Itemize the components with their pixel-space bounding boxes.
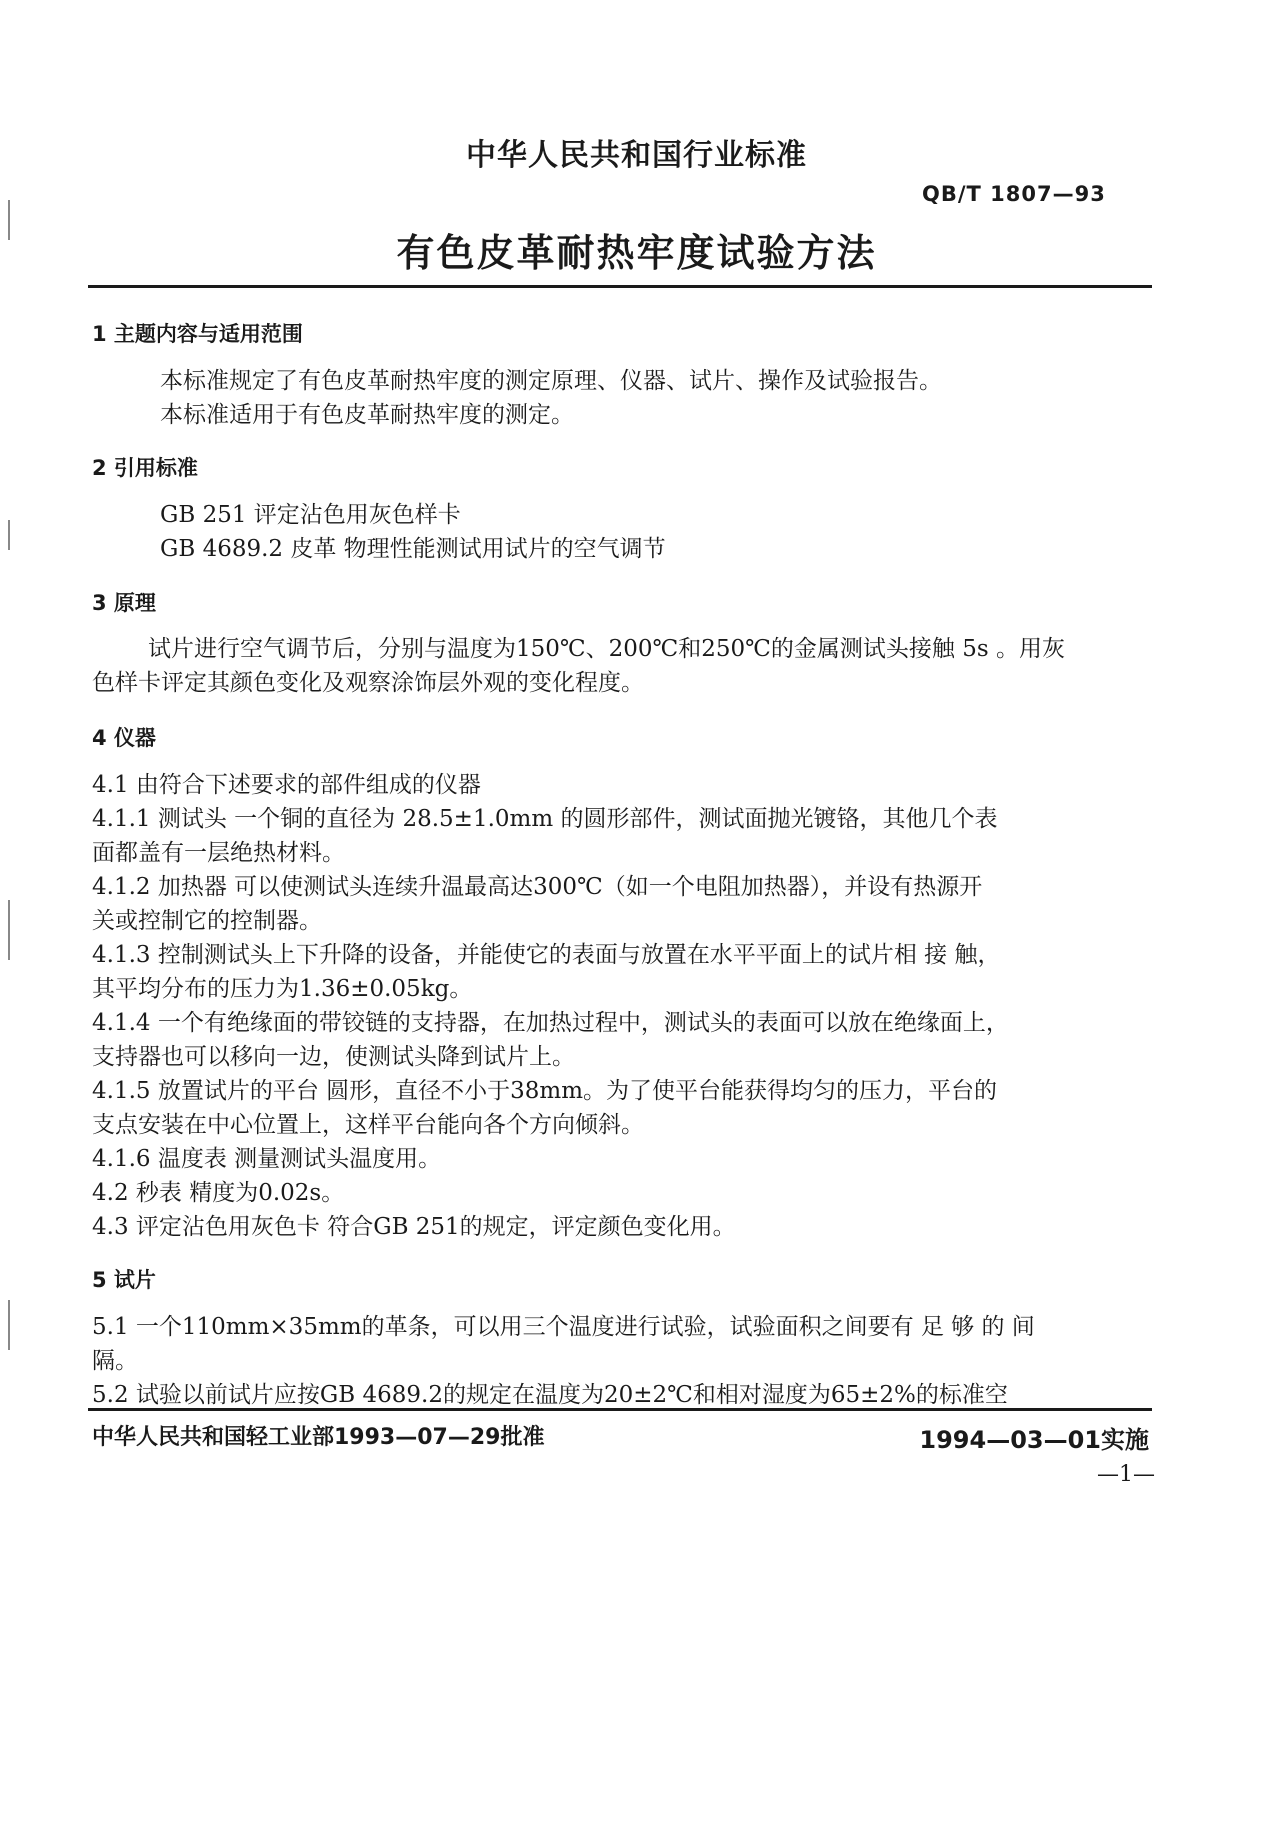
section-3-paragraph: 试片进行空气调节后，分别与温度为150℃、200℃和250℃的金属测试头接触 5s 。用灰 xyxy=(148,636,1065,662)
clause-5-1-cont: 隔。 xyxy=(92,1348,138,1374)
scan-margin-mark xyxy=(8,520,10,550)
clause-4-1-1: 4.1.1 测试头 一个铜的直径为 28.5±1.0mm 的圆形部件，测试面抛光镀铬，其他几个表 xyxy=(92,806,998,832)
clause-4-3: 4.3 评定沾色用灰色卡 符合GB 251的规定，评定颜色变化用。 xyxy=(92,1214,736,1240)
clause-5-2: 5.2 试验以前试片应按GB 4689.2的规定在温度为20±2℃和相对湿度为65±2%的标准空 xyxy=(92,1382,1008,1408)
clause-4-1-2: 4.1.2 加热器 可以使测试头连续升温最高达300℃（如一个电阻加热器），并设有热源开 xyxy=(92,874,983,900)
clause-4-1-4-cont: 支持器也可以移向一边，使测试头降到试片上。 xyxy=(92,1044,575,1070)
scan-margin-mark xyxy=(8,1300,10,1350)
clause-4-1-4: 4.1.4 一个有绝缘面的带铰链的支持器，在加热过程中，测试头的表面可以放在绝缘面上， xyxy=(92,1010,1009,1036)
section-4-heading: 4 仪器 xyxy=(92,726,156,750)
section-3-heading: 3 原理 xyxy=(92,591,156,615)
clause-4-1-5-cont: 支点安装在中心位置上，这样平台能向各个方向倾斜。 xyxy=(92,1112,644,1138)
clause-4-1-6: 4.1.6 温度表 测量测试头温度用。 xyxy=(92,1146,442,1172)
effective-date: 1994—03—01实施 xyxy=(919,1426,1149,1454)
clause-4-1-3-cont: 其平均分布的压力为1.36±0.05kg。 xyxy=(92,976,473,1002)
standard-code: QB/T 1807—93 xyxy=(922,182,1106,206)
section-1-heading: 1 主题内容与适用范围 xyxy=(92,322,303,346)
document-title: 有色皮革耐热牢度试验方法 xyxy=(396,231,877,275)
clause-4-1-2-cont: 关或控制它的控制器。 xyxy=(92,908,322,934)
section-3-paragraph: 色样卡评定其颜色变化及观察涂饰层外观的变化程度。 xyxy=(92,670,644,696)
section-5-heading: 5 试片 xyxy=(92,1268,156,1292)
approval-line: 中华人民共和国轻工业部1993—07—29批准 xyxy=(92,1425,545,1450)
clause-4-2: 4.2 秒表 精度为0.02s。 xyxy=(92,1180,345,1206)
clause-5-1: 5.1 一个110mm×35mm的革条，可以用三个温度进行试验，试验面积之间要有 足 够 的 间 xyxy=(92,1314,1035,1340)
section-2-heading: 2 引用标准 xyxy=(92,456,198,480)
clause-4-1-5: 4.1.5 放置试片的平台 圆形，直径不小于38mm。为了使平台能获得均匀的压力，平台的 xyxy=(92,1078,998,1104)
section-1-paragraph: 本标准适用于有色皮革耐热牢度的测定。 xyxy=(160,402,574,428)
scan-margin-mark xyxy=(8,900,10,960)
clause-4-1-1-cont: 面都盖有一层绝热材料。 xyxy=(92,840,345,866)
footer-divider xyxy=(88,1408,1152,1411)
clause-4-1: 4.1 由符合下述要求的部件组成的仪器 xyxy=(92,772,481,798)
reference-item: GB 251 评定沾色用灰色样卡 xyxy=(160,502,461,528)
section-1-paragraph: 本标准规定了有色皮革耐热牢度的测定原理、仪器、试片、操作及试验报告。 xyxy=(160,368,942,394)
standard-type-heading: 中华人民共和国行业标准 xyxy=(466,138,807,173)
title-divider xyxy=(88,285,1152,288)
clause-4-1-3: 4.1.3 控制测试头上下升降的设备，并能使它的表面与放置在水平平面上的试片相 接 触， xyxy=(92,942,1001,968)
page-number: —1— xyxy=(1097,1462,1155,1487)
reference-item: GB 4689.2 皮革 物理性能测试用试片的空气调节 xyxy=(160,536,666,562)
